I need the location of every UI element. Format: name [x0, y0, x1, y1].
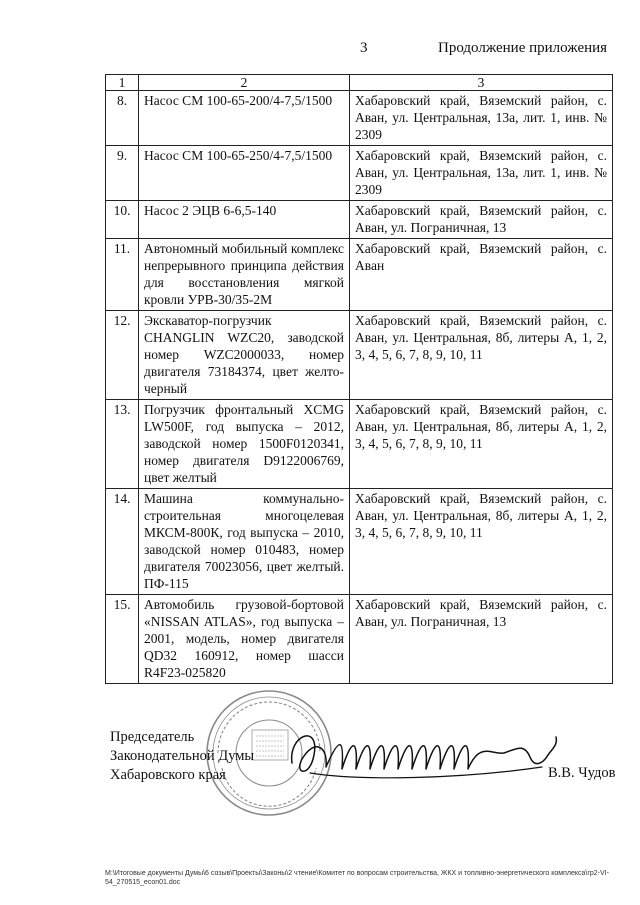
- signatory-title-line: Законодательной Думы: [110, 748, 255, 764]
- item-address: Хабаровский край, Вяземский район, с. Аван: [350, 239, 613, 311]
- row-number: 10.: [106, 201, 139, 239]
- item-name: Насос СМ 100-65-200/4-7,5/1500: [139, 91, 350, 146]
- column-header: 1: [106, 75, 139, 91]
- page-number: 3: [360, 40, 368, 56]
- table-row: [106, 311, 613, 400]
- table-row: [106, 146, 613, 201]
- table-row: [106, 91, 613, 146]
- table-row: [106, 201, 613, 239]
- row-number: 13.: [106, 400, 139, 489]
- signatory-title: [110, 728, 254, 785]
- row-number: 9.: [106, 146, 139, 201]
- item-name: Автономный мобильный комплекс непрерывного принципа действия для восстановления мягкой кровли УРВ-30/35-2М: [139, 239, 350, 311]
- item-address: Хабаровский край, Вяземский район, с. Аван, ул. Центральная, 13а, лит. 1, инв. № 2309: [350, 146, 613, 201]
- item-address: Хабаровский край, Вяземский район, с. Аван, ул. Центральная, 13а, лит. 1, инв. № 2309: [350, 91, 613, 146]
- item-name: Насос 2 ЭЦВ 6-6,5-140: [139, 201, 350, 239]
- item-name: Автомобиль грузовой-бортовой «NISSAN ATLAS», год выпуска – 2001, модель, номер двигателя QD32 160912, номер шасси R4F23-025820: [139, 595, 350, 684]
- row-number: 14.: [106, 489, 139, 595]
- item-address: Хабаровский край, Вяземский район, с. Аван, ул. Центральная, 8б, литеры А, 1, 2, 3, 4, 5, 6, 7, 8, 9, 10, 11: [350, 400, 613, 489]
- item-address: Хабаровский край, Вяземский район, с. Аван, ул. Центральная, 8б, литеры А, 1, 2, 3, 4, 5, 6, 7, 8, 9, 10, 11: [350, 311, 613, 400]
- item-name: Погрузчик фронтальный XCMG LW500F, год выпуска – 2012, заводской номер 1500F0120341, номер двигателя D9122006769, цвет желтый: [139, 400, 350, 489]
- row-number: 8.: [106, 91, 139, 146]
- file-path-footer: M:\Итоговые документы Думы\6 созыв\Проекты\Законы\2 чтение\Комитет по вопросам строительства, ЖКХ и топливно-энергетического комплекса\гр2-VI-54_270515_econ01.doc: [105, 870, 609, 886]
- property-table: [105, 74, 613, 684]
- row-number: 15.: [106, 595, 139, 684]
- column-header: 3: [350, 75, 613, 91]
- item-name: Экскаватор-погрузчик CHANGLIN WZC20, заводской номер WZC2000033, номер двигателя 73184374, цвет желто-черный: [139, 311, 350, 400]
- table-header-row: [106, 75, 613, 91]
- table-row: [106, 595, 613, 684]
- continuation-heading: Продолжение приложения: [438, 40, 608, 56]
- row-number: 11.: [106, 239, 139, 311]
- table-row: [106, 239, 613, 311]
- item-address: Хабаровский край, Вяземский район, с. Аван, ул. Центральная, 8б, литеры А, 1, 2, 3, 4, 5, 6, 7, 8, 9, 10, 11: [350, 489, 613, 595]
- item-name: Машина коммунально-строительная многоцелевая МКСМ-800К, год выпуска – 2010, заводской номер 010483, номер двигателя 70023056, цвет желтый. ПФ-115: [139, 489, 350, 595]
- row-number: 12.: [106, 311, 139, 400]
- item-address: Хабаровский край, Вяземский район, с. Аван, ул. Пограничная, 13: [350, 201, 613, 239]
- table-row: [106, 400, 613, 489]
- signatory-name: В.В. Чудов: [548, 765, 616, 781]
- item-address: Хабаровский край, Вяземский район, с. Аван, ул. Пограничная, 13: [350, 595, 613, 684]
- column-header: 2: [139, 75, 350, 91]
- handwritten-signature: [280, 715, 580, 795]
- signatory-title-line: Хабаровского края: [110, 767, 226, 783]
- signatory-title-line: Председатель: [110, 729, 195, 745]
- table-row: [106, 489, 613, 595]
- item-name: Насос СМ 100-65-250/4-7,5/1500: [139, 146, 350, 201]
